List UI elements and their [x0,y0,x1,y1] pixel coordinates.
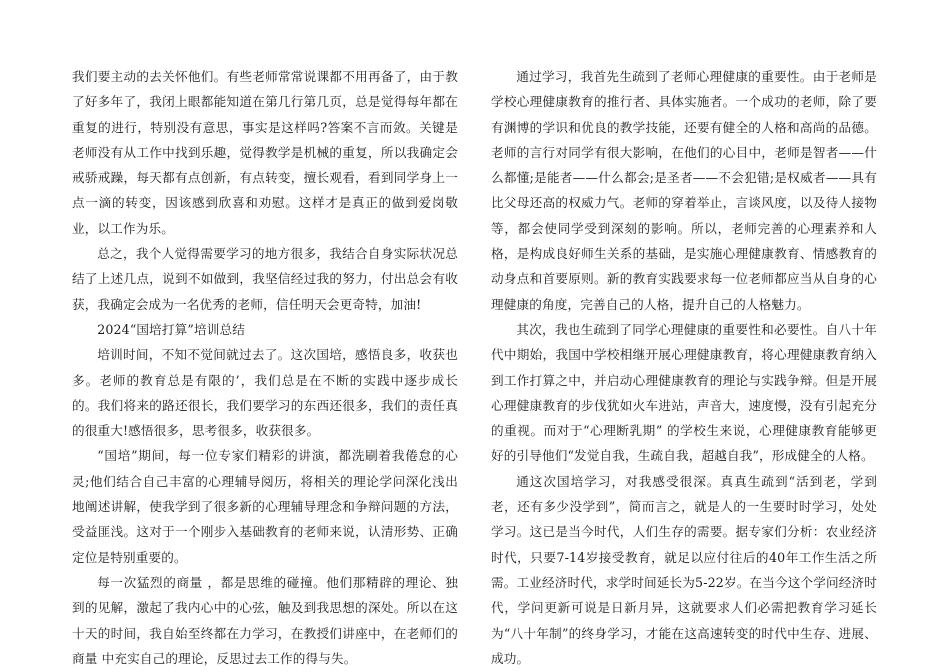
paragraph-3: 培训时间，不知不觉间就过去了。这次国培，感悟良多，收获也多。老师的教育总是有限的’，我们总是在不断的实践中逐步成长的。我们将来的路还很长，我们要学习的东西还很多，我们的责任真的很重大!感悟很多，思考很多，收获很多。 [72,347,458,439]
paragraph-4: “国培”期间，每一位专家们精彩的讲演，都洗刷着我倦怠的心灵;他们结合自己丰富的心理辅导阅历，将相关的理论学问深化浅出地阐述讲解，使我学到了很多新的心理辅导理念和争辩问题的方法，受益匪浅。这对于一个刚步入基础教育的老师来说，认清形势、正确定位是特别重要的。 [72,448,458,565]
paragraph-6: 通过学习，我首先生疏到了老师心理健康的重要性。由于老师是学校心理健康教育的推行者、具体实施者。一个成功的老师，除了要有渊博的学识和优良的教学技能，还要有健全的人格和高尚的品德。老师的言行对同学有很大影响，在他们的心目中，老师是智者——什么都懂;是能者——什么都会;是圣者——不会犯错;是权威者——具有比父母还高的权威力气。老师的穿着举止，言谈风度，以及待人接物等，都会使同学受到深刻的影响。所以，老师完善的心理素养和人格，是构成良好师生关系的基础，是实施心理健康教育、情感教育的动身点和首要原则。新的教育实践要求每一位老师都应当从自身的心理健康的角度，完善自己的人格，提升自己的人格魅力。 [491,69,877,312]
section-heading: 2024“国培打算”培训总结 [97,321,245,337]
paragraph-1: 我们要主动的去关怀他们。有些老师常常说课都不用再备了，由于教了好多年了，我闭上眼都能知道在第几行第几页，总是觉得每年都在重复的进行，特别没有意思，事实是这样吗?答案不言而敛。关键是老师没有从工作中找到乐趣，觉得教学是机械的重复，所以我确定会戒骄戒躁，每天都有点创新，有点转变，擅长观看，看到同学身上一点一滴的转变，因该感到欣喜和劝慰。这样才是真正的做到爱岗敬业，以工作为乐。 [72,69,458,236]
paragraph-8: 通这次国培学习，对我感受很深。真真生疏到“活到老，学到老，还有多少没学到”，简而言之，就是人的一生要时时学习，处处学习。这已是当今时代，人们生存的需要。据专家们分析：农业经济时代，只要7-14岁接受教育，就足以应付往后的40年工作生活之所需。工业经济时代，求学时间延长为5-22岁。在当今这个学问经济时代，学问更新可说是日新月异，这就要求人们必需把教育学习延长为“八十年制”的终身学习，才能在这高速转变的时代中生存、进展、成功。 [491,473,877,666]
right-column [491,64,877,671]
left-column [72,64,458,671]
paragraph-7: 其次，我也生疏到了同学心理健康的重要性和必要性。自八十年代中期始，我国中学校相继开展心理健康教育，将心理健康教育纳入到工作打算之中，并启动心理健康教育的理论与实践争辩。但是开展心理健康教育的步伐犹如火车进站，声音大，速度慢，没有引起充分的重视。而对于“心理断乳期” 的学校生来说，心理健康教育能够更好的引导他们“发觉自我，生疏自我，超越自我”，形成健全的人格。 [491,321,877,464]
paragraph-2: 总之，我个人觉得需要学习的地方很多，我结合自身实际状况总结了上述几点，说到不如做到，我坚信经过我的努力，付出总会有收获，我确定会成为一名优秀的老师，信任明天会更奇特，加油! [72,246,458,312]
paragraph-5: 每一次猛烈的商量 ，都是思维的碰撞。他们那精辟的理论、独到的见解，激起了我内心中的心弦，触及到我思想的深处。所以在这十天的时间，我自始至终都在力学习，在教授们讲座中，在老师们的商量 中充实自己的理论，反思过去工作的得与失。 [72,574,458,666]
